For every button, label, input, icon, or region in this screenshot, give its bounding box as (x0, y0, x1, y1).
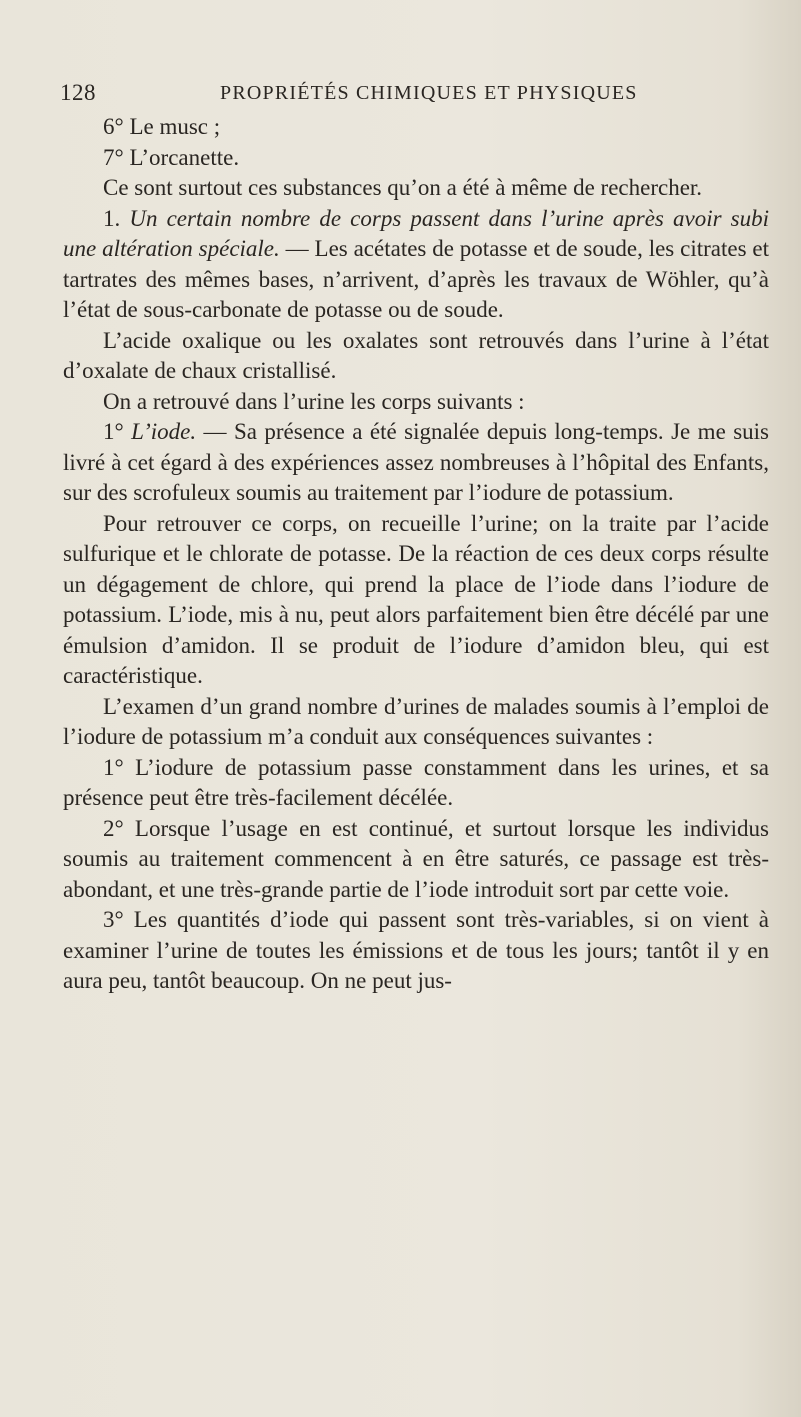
page-number: 128 (60, 80, 96, 105)
paragraph: 2° Lorsque l’usage en est continué, et surtout lorsque les individus soumis au traitement commencent à en être saturés, ce passage est très-abondant, et une très-grande partie de l’iode introduit sort par cette voie. (63, 815, 769, 902)
paragraph: 6° Le musc ; (103, 114, 221, 139)
paragraph: On a retrouvé dans l’urine les corps suivants : (103, 388, 525, 414)
paragraph: 7° L’orcanette. (103, 144, 240, 170)
page-header (60, 80, 800, 110)
paragraph: 1° L’iodure de potassium passe constamment dans les urines, et sa présence peut être très-facilement décélée. (63, 754, 769, 810)
paragraph: L’acide oxalique ou les oxalates sont retrouvés dans l’urine à l’état d’oxalate de chaux cristallisé. (63, 327, 769, 383)
italic-heading: Un certain nombre de corps passent dans l’urine après avoir subi une altération spéciale. (63, 205, 769, 261)
italic-heading: L’iode. (131, 419, 197, 444)
running-title: PROPRIÉTÉS CHIMIQUES ET PHYSIQUES (220, 82, 638, 104)
paragraph: 3° Les quantités d’iode qui passent sont très-variables, si on vient à examiner l’urine de toutes les émissions et de tous les jours; tantôt il y en aura peu, tantôt beaucoup. On ne peut jus- (63, 907, 769, 993)
body-text (63, 112, 769, 997)
paragraph: Pour retrouver ce corps, on recueille l’urine; on la traite par l’acide sulfurique et le chlorate de potasse. De la réaction de ces deux corps résulte un dégagement de chlore, qui prend la place de l’iode dans l’iodure de potassium. L’iode, mis à nu, peut alors parfaitement bien être décélé par une émulsion d’amidon. Il se produit de l’iodure d’amidon bleu, qui est caractéristique. (63, 510, 769, 688)
paragraph: 1. Un certain nombre de corps passent dans l’urine après avoir subi une altération spéciale. — Les acétates de potasse et de soude, les citrates et tartrates des mêmes bases, n’arrivent, d’après les travaux de Wöhler, qu’à l’état de sous-carbonate de potasse ou de soude. (63, 205, 769, 322)
paragraph: L’examen d’un grand nombre d’urines de malades soumis à l’emploi de l’iodure de potassium m’a conduit aux conséquences suivantes : (63, 693, 769, 749)
paragraph: 1° L’iode. — Sa présence a été signalée depuis long-temps. Je me suis livré à cet égard à des expériences assez nombreuses à l’hôpital des Enfants, sur des scrofuleux soumis au traitement par l’iodure de potassium. (63, 419, 770, 505)
paragraph: Ce sont surtout ces substances qu’on a été à même de rechercher. (103, 175, 703, 200)
